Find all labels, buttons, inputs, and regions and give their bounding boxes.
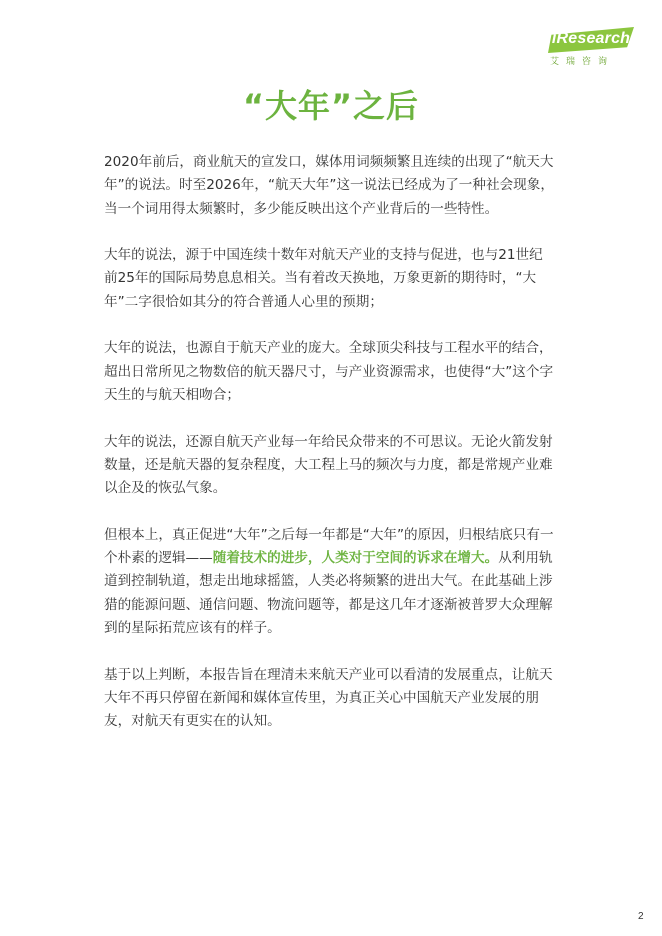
logo-text: iResearch <box>551 30 631 47</box>
paragraph-5-highlight: 随着技术的进步，人类对于空间的诉求在增大。 <box>212 550 499 567</box>
page-title: “大年”之后 <box>242 87 420 125</box>
logo-subtext: 艾瑞咨询 <box>550 57 615 67</box>
paragraph-5 <box>104 524 556 640</box>
paragraph-5-tail: 从利用轨道到控制轨道，想走出地球摇篮，人类必将频繁的进出大气。在此基础上涉猎的能源问题、通信问题、物流问题等，都是这几年才逐渐被普罗大众理解到的星际拓荒应该有的样子。 <box>104 550 553 636</box>
paragraph-2: 大年的说法，源于中国连续十数年对航天产业的支持与促进，也与21世纪前25年的国际局势息息相关。当有着改天换地，万象更新的期待时，“大年”二字很恰如其分的符合普通人心里的预期； <box>104 247 543 310</box>
iresearch-logo <box>546 25 638 71</box>
body-content <box>104 151 556 757</box>
paragraph-4: 大年的说法，还源自航天产业每一年给民众带来的不可思议。无论火箭发射数量，还是航天器的复杂程度，大工程上马的频次与力度，都是常规产业难以企及的恢弘气象。 <box>104 433 553 497</box>
paragraph-6: 基于以上判断，本报告旨在理清未来航天产业可以看清的发展重点，让航天大年不再只停留在新闻和媒体宣传里，为真正关心中国航天产业发展的朋友，对航天有更实在的认知。 <box>104 666 553 730</box>
paragraph-5-lead: 但根本上，真正促进“大年”之后每一年都是“大年”的原因，归根结底只有一个朴素的逻辑—— <box>104 526 554 567</box>
page-number: 2 <box>638 911 644 922</box>
paragraph-3: 大年的说法，也源自于航天产业的庞大。全球顶尖科技与工程水平的结合，超出日常所见之物数倍的航天器尺寸，与产业资源需求，也使得“大”这个字天生的与航天相吻合； <box>104 340 554 403</box>
paragraph-1: 2020年前后，商业航天的宣发口，媒体用词频频繁且连续的出现了“航天大年”的说法。时至2026年，“航天大年”这一说法已经成为了一种社会现象，当一个词用得太频繁时，多少能反映出这个产业背后的一些特性。 <box>104 154 554 217</box>
